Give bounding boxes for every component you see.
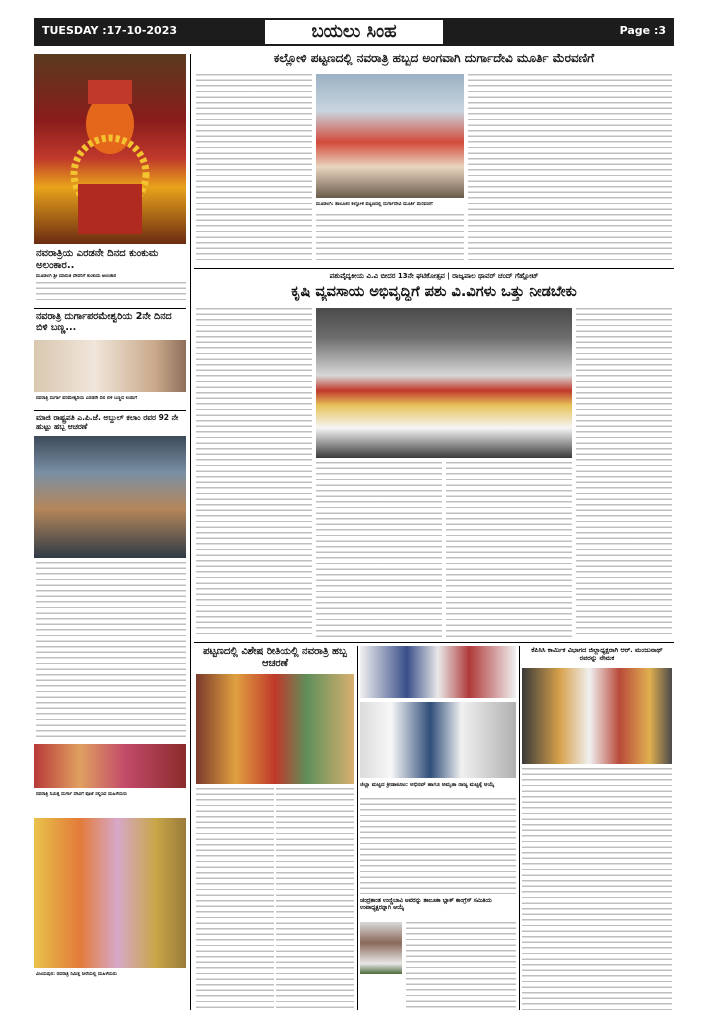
column-divider <box>519 646 520 1010</box>
page-number: Page :3 <box>619 24 666 37</box>
top-story-text-col3 <box>468 74 672 264</box>
left-caption-4: ವಿಜಯಪುರ: ನವರಾತ್ರಿ ನಿಮಿತ್ತ ಸೀರೆಯಲ್ಲಿ ಮಹಿಳೆಯರು <box>36 972 117 977</box>
top-photo-caption: ಮೂಡಲಗಿ: ತಾಲೂಕಿನ ಕಲ್ಲೋಳಿ ಪಟ್ಟಣದಲ್ಲಿ ದುರ್ಗಾದೇವಿ ಮೂರ್ತಿ ಮೆರವಣಿಗೆ <box>316 202 433 207</box>
mid-center-story-2-text-a <box>406 922 516 1010</box>
main-story-text-col1 <box>196 308 312 638</box>
left-story-3-text <box>36 562 186 740</box>
kalam-birthday-photo <box>34 436 186 558</box>
sub-kicker: ಪಶುವೈದ್ಯಕೀಯ ವಿ.ವಿ ಬೀದರ 13ನೇ ಘಟಿಕೋತ್ಸವ | ರಾಜ್ಯಪಾಲ ಥಾವರ್ ಚಂದ್ ಗೆಹ್ಲೋಟ್ <box>329 272 539 280</box>
top-headline: ಕಲ್ಲೋಳಿ ಪಟ್ಟಣದಲ್ಲಿ ನವರಾತ್ರಿ ಹಬ್ಬದ ಅಂಗವಾಗಿ ದುರ್ಗಾದೇವಿ ಮೂರ್ತಿ ಮೆರವಣಿಗೆ <box>273 52 595 65</box>
divider <box>34 410 186 411</box>
mid-center-headline-2: ಚಂದ್ರಕಾಂತ ಉಣ್ಣಿಬಾವಿ ಅವರನ್ನು ತಾಲೂಕಾ ಬ್ಲಾಕ್ ಕಾಂಗ್ರೆಸ್ ಸಮಿತಿಯ ಉಪಾಧ್ಯಕ್ಷರನ್ನಾಗಿ ಆಯ್ಕೆ <box>360 898 492 911</box>
candidate-portrait <box>360 922 402 974</box>
hanuman-idol-photo <box>34 54 186 244</box>
mid-right-headline: ಕೆಪಿಸಿಸಿ ಕಾರ್ಮಿಕ ವಿಭಾಗದ ಜಿಲ್ಲಾಧ್ಯಕ್ಷರಾಗಿ ಆರ್. ಮಂಜುನಾಥ್ ರವರನ್ನು ನೇಮಕ <box>531 646 663 662</box>
appointment-photo <box>522 668 672 764</box>
women-white-saree-photo <box>34 340 186 392</box>
divider <box>194 268 674 269</box>
top-story-text-col2 <box>316 214 464 264</box>
left-caption-2: ನವರಾತ್ರಿ ದುರ್ಗಾ ಪರಮೇಶ್ವರಿಯ ಎರಡನೇ ದಿನ ಬಿಳಿ ಬಣ್ಣದ ಉಡುಗೆ <box>36 396 138 401</box>
issue-date: TUESDAY :17-10-2023 <box>42 24 178 37</box>
top-story-text-col1 <box>196 74 312 264</box>
column-divider <box>190 54 191 1010</box>
procession-photo <box>316 74 464 198</box>
main-story-text-col4 <box>576 308 672 638</box>
masthead <box>34 18 674 46</box>
navaratri-decoration-photo <box>196 674 354 784</box>
main-headline: ಕೃಷಿ ವ್ಯವಸಾಯ ಅಭಿವೃದ್ಧಿಗೆ ಪಶು ವಿ.ವಿಗಳು ಒತ್ತು ನೀಡಬೇಕು <box>291 284 577 300</box>
left-headline-1: ನವರಾತ್ರಿಯ ಎರಡನೇ ದಿನದ ಕುಂಕುಮ ಅಲಂಕಾರ.. <box>36 248 159 271</box>
newspaper-title: ಬಯಲು ಸಿಂಹ <box>264 19 444 45</box>
convocation-photo <box>316 308 572 458</box>
mid-left-headline: ಪಟ್ಟಣದಲ್ಲಿ ವಿಶೇಷ ರೀತಿಯಲ್ಲಿ ನವರಾತ್ರಿ ಹಬ್ಬ ಆಚರಣೆ <box>203 646 347 669</box>
sports-felicitation-photo-1 <box>360 646 516 698</box>
divider <box>34 308 186 309</box>
main-story-text-col3 <box>446 462 572 638</box>
newspaper-page <box>34 18 674 1010</box>
women-saree-photo <box>34 818 186 968</box>
mid-right-story-text <box>522 768 672 1010</box>
sports-felicitation-photo-2 <box>360 702 516 778</box>
main-story-text-col2 <box>316 462 442 638</box>
left-headline-3: ಮಾಜಿ ರಾಷ್ಟ್ರಪತಿ ಎ.ಪಿ.ಜೆ. ಅಬ್ದುಲ್ ಕಲಾಂ ರವರ 92 ನೇ ಹುಟ್ಟು ಹಬ್ಬ ಆಚರಣೆ <box>36 414 179 431</box>
left-story-1-text <box>36 282 186 304</box>
idol-illustration <box>34 54 186 244</box>
divider <box>194 642 674 643</box>
left-caption-1: ಮೂಡಲಗಿ ಶ್ರೀ ಮಾರುತಿ ದೇವರಿಗೆ ಕುಂಕುಮ ಅಲಂಕಾರ <box>36 274 117 279</box>
column-divider <box>357 646 358 1010</box>
left-headline-2: ನವರಾತ್ರಿ ದುರ್ಗಾಪರಮೇಶ್ವರಿಯ 2ನೇ ದಿನದ ಬಿಳಿ ಬಣ್ಣ... <box>36 312 172 333</box>
mid-center-story-text <box>360 798 516 894</box>
mid-left-story-text-a <box>196 788 274 1010</box>
mid-center-caption: ಜಿಲ್ಲಾ ಮಟ್ಟದ ಕ್ರೀಡಾಕೂಟ: ಅಭಿನವ್ ಹಾಗೂ ಅಮೃತಾ ರಾಜ್ಯ ಮಟ್ಟಕ್ಕೆ ಆಯ್ಕೆ <box>360 782 495 788</box>
left-caption-3: ನವರಾತ್ರಿ ನಿಮಿತ್ತ ದುರ್ಗಾ ದೇವಿಗೆ ಪೂಜೆ ಸಲ್ಲಿಸಿದ ಮಹಿಳೆಯರು <box>36 792 127 797</box>
durga-worship-photo <box>34 744 186 788</box>
mid-left-story-text-b <box>276 788 354 1010</box>
